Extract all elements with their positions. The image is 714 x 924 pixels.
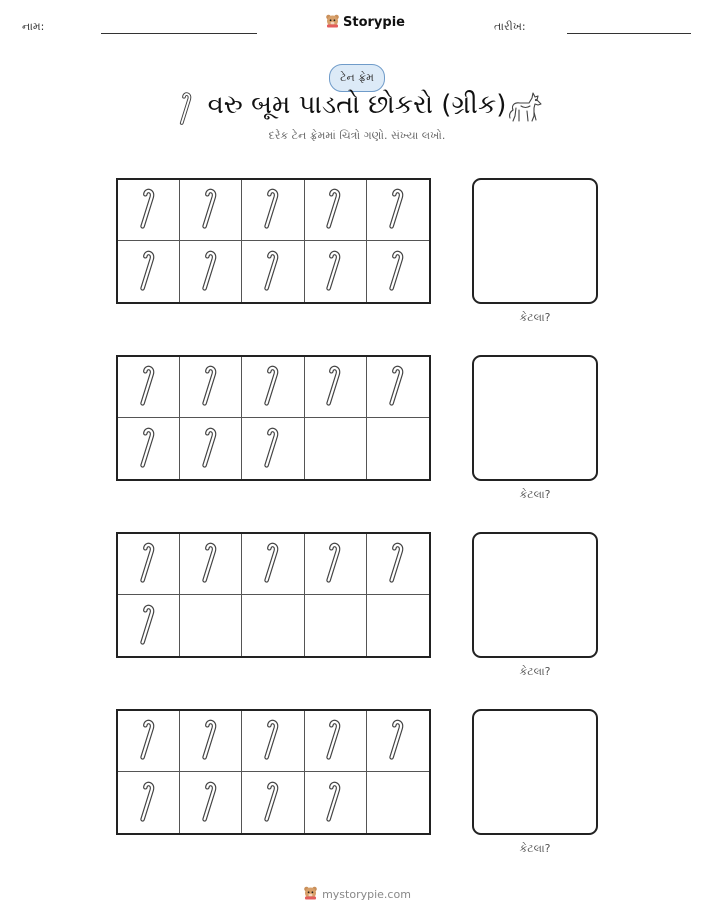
ten-frame-cell bbox=[180, 711, 242, 772]
candy-cane-icon bbox=[324, 716, 346, 766]
brand-logo bbox=[325, 13, 405, 32]
ten-frame-cell bbox=[118, 534, 180, 595]
ten-frame-cell bbox=[367, 418, 429, 479]
ten-frame bbox=[116, 709, 431, 835]
ten-frame-cell bbox=[180, 357, 242, 418]
ten-frame-cell bbox=[118, 241, 180, 302]
candy-cane-icon bbox=[138, 424, 160, 474]
ten-frame-cell bbox=[367, 357, 429, 418]
ten-frame-cell bbox=[367, 534, 429, 595]
ten-frame-cell bbox=[118, 180, 180, 241]
ten-frame-cell bbox=[242, 357, 304, 418]
candy-cane-icon bbox=[387, 539, 409, 589]
candy-cane-icon bbox=[138, 539, 160, 589]
how-many-label: કેટલા? bbox=[519, 488, 551, 501]
candy-cane-icon bbox=[200, 424, 222, 474]
candy-cane-icon bbox=[200, 185, 222, 235]
ten-frame-cell bbox=[180, 180, 242, 241]
ten-frame-cell bbox=[367, 711, 429, 772]
candy-cane-icon bbox=[324, 539, 346, 589]
ten-frame-cell bbox=[242, 180, 304, 241]
ten-frame-cell bbox=[118, 357, 180, 418]
candy-cane-icon bbox=[324, 362, 346, 412]
ten-frame-cell bbox=[305, 711, 367, 772]
brand-name: Storypie bbox=[343, 15, 405, 30]
candy-cane-icon bbox=[387, 247, 409, 297]
footer bbox=[0, 885, 714, 904]
ten-frame-cell bbox=[367, 180, 429, 241]
ten-frame-cell bbox=[242, 241, 304, 302]
ten-frame bbox=[116, 532, 431, 658]
ten-frame-cell bbox=[180, 772, 242, 833]
ten-frame-cell bbox=[305, 772, 367, 833]
instructions: દરેક ટેન ફ્રેમમાં ચિત્રો ગણો. સંખ્યા લખો. bbox=[268, 129, 446, 142]
ten-frame-cell bbox=[305, 241, 367, 302]
answer-box[interactable] bbox=[472, 178, 598, 304]
name-line[interactable] bbox=[101, 33, 257, 34]
candy-cane-icon bbox=[138, 362, 160, 412]
ten-frame bbox=[116, 178, 431, 304]
ten-frame-cell bbox=[118, 711, 180, 772]
wolf-icon bbox=[507, 90, 543, 128]
candy-cane-icon bbox=[138, 716, 160, 766]
how-many-label: કેટલા? bbox=[519, 311, 551, 324]
footer-url[interactable]: mystorypie.com bbox=[322, 888, 411, 901]
ten-frame-cell bbox=[367, 241, 429, 302]
ten-frame-cell bbox=[242, 772, 304, 833]
ten-frame-cell bbox=[242, 418, 304, 479]
candy-cane-icon bbox=[262, 539, 284, 589]
ten-frame-cell bbox=[118, 418, 180, 479]
ten-frame-cell bbox=[305, 418, 367, 479]
candy-cane-icon bbox=[138, 778, 160, 828]
candy-cane-icon bbox=[262, 362, 284, 412]
storypie-logo-icon bbox=[325, 13, 340, 32]
candy-cane-icon bbox=[262, 778, 284, 828]
candy-cane-icon bbox=[387, 716, 409, 766]
answer-box[interactable] bbox=[472, 355, 598, 481]
ten-frame-cell bbox=[305, 534, 367, 595]
candy-cane-icon bbox=[200, 778, 222, 828]
date-line[interactable] bbox=[567, 33, 691, 34]
answer-box[interactable] bbox=[472, 532, 598, 658]
ten-frame-cell bbox=[305, 595, 367, 656]
candy-cane-icon bbox=[387, 185, 409, 235]
how-many-label: કેટલા? bbox=[519, 842, 551, 855]
title-row bbox=[0, 88, 714, 128]
candy-cane-icon bbox=[200, 539, 222, 589]
ten-frame-cell bbox=[180, 595, 242, 656]
candy-cane-icon bbox=[138, 601, 160, 651]
ten-frame-cell bbox=[180, 534, 242, 595]
candy-cane-icon bbox=[324, 247, 346, 297]
ten-frame-cell bbox=[242, 711, 304, 772]
ten-frame-cell bbox=[367, 595, 429, 656]
answer-box[interactable] bbox=[472, 709, 598, 835]
ten-frame-cell bbox=[242, 595, 304, 656]
ten-frame-cell bbox=[367, 772, 429, 833]
storypie-logo-icon bbox=[303, 885, 318, 904]
candy-cane-icon bbox=[200, 716, 222, 766]
name-label: નામ: bbox=[22, 20, 45, 33]
candy-cane-icon bbox=[262, 247, 284, 297]
ten-frame-cell bbox=[180, 418, 242, 479]
ten-frame-cell bbox=[180, 241, 242, 302]
how-many-label: કેટલા? bbox=[519, 665, 551, 678]
candy-cane-icon bbox=[262, 716, 284, 766]
ten-frame-badge: ટેન ફ્રેમ bbox=[329, 64, 385, 92]
candy-cane-icon bbox=[200, 247, 222, 297]
candy-cane-icon bbox=[324, 778, 346, 828]
candy-cane-icon bbox=[262, 185, 284, 235]
ten-frame bbox=[116, 355, 431, 481]
ten-frame-cell bbox=[242, 534, 304, 595]
date-label: તારીખ: bbox=[494, 20, 526, 33]
ten-frame-cell bbox=[305, 357, 367, 418]
ten-frame-cell bbox=[118, 595, 180, 656]
candy-cane-icon bbox=[262, 424, 284, 474]
candy-cane-icon bbox=[138, 247, 160, 297]
candy-cane-icon bbox=[138, 185, 160, 235]
ten-frame-cell bbox=[118, 772, 180, 833]
candy-cane-icon bbox=[324, 185, 346, 235]
page-title: વરુ બૂમ પાડતો છોકરો (ગ્રીક) bbox=[207, 90, 507, 120]
candy-cane-icon bbox=[387, 362, 409, 412]
candy-cane-icon bbox=[200, 362, 222, 412]
ten-frame-cell bbox=[305, 180, 367, 241]
